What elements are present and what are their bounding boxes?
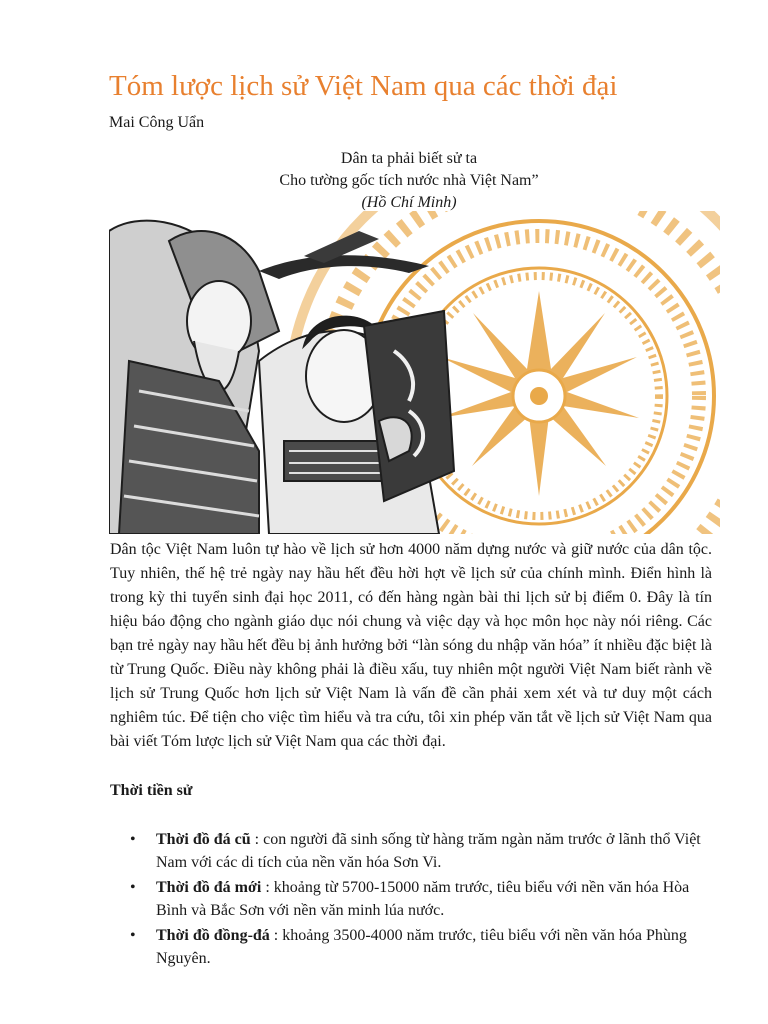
list-item — [110, 924, 714, 970]
author-name: Mai Công Uẩn — [109, 114, 205, 131]
bullet-icon: • — [130, 879, 136, 896]
section-heading-prehistory: Thời tiền sử — [110, 782, 193, 799]
bullet-icon: • — [130, 927, 136, 944]
list-item — [110, 828, 714, 874]
bullet-icon: • — [130, 831, 136, 848]
quote-line-2: Cho tường gốc tích nước nhà Việt Nam” — [279, 172, 539, 189]
prehistory-list — [110, 828, 714, 972]
list-item — [110, 876, 714, 922]
illustration-image — [109, 211, 720, 534]
bronze-drum-illustration-icon — [109, 211, 720, 534]
list-item-text: : khoảng 3500-4000 năm trước, tiêu biểu với nền văn hóa Phùng Nguyên. — [156, 927, 687, 967]
intro-paragraph: Dân tộc Việt Nam luôn tự hào về lịch sử hơn 4000 năm dựng nước và giữ nước của dân tộc. Tuy nhiên, thế hệ trẻ ngày nay hầu hết đều hời hợt về lịch sử của chính mình. Điển hình là trong kỳ thi tuyển sinh đại học 2011, có đến hàng ngàn bài thi lịch sử bị điểm 0. Đây là tín hiệu báo động cho ngành giáo dục nói chung và việc dạy và học môn học này nói riêng. Các bạn trẻ ngày nay hầu hết đều bị ảnh hưởng bởi “làn sóng du nhập văn hóa” ít nhiều đặc biệt là từ Trung Quốc. Điều này không phải là điều xấu, tuy nhiên một người Việt Nam biết rành về lịch sử Trung Quốc hơn lịch sử Việt Nam là vấn đề cần phải xem xét và tư duy một cách nghiêm túc. Để tiện cho việc tìm hiểu và tra cứu, tôi xin phép văn tắt về lịch sử Việt Nam qua bài viết Tóm lược lịch sử Việt Nam qua các thời đại. — [110, 541, 712, 750]
epigraph-quote — [109, 148, 709, 214]
list-item-text: : con người đã sinh sống từ hàng trăm ngàn năm trước ở lãnh thổ Việt Nam với các di tích của nền văn hóa Sơn Vi. — [156, 831, 701, 871]
list-item-text: : khoảng từ 5700-15000 năm trước, tiêu biểu với nền văn hóa Hòa Bình và Bắc Sơn với nền văn minh lúa nước. — [156, 879, 690, 919]
quote-attribution: (Hồ Chí Minh) — [361, 194, 457, 211]
list-item-term: Thời đồ đồng-đá — [156, 927, 270, 944]
quote-line-1: Dân ta phải biết sử ta — [340, 150, 478, 167]
list-item-term: Thời đồ đá cũ — [156, 831, 251, 848]
list-item-term: Thời đồ đá mới — [156, 879, 262, 896]
article-title: Tóm lược lịch sử Việt Nam qua các thời đại — [109, 70, 618, 102]
